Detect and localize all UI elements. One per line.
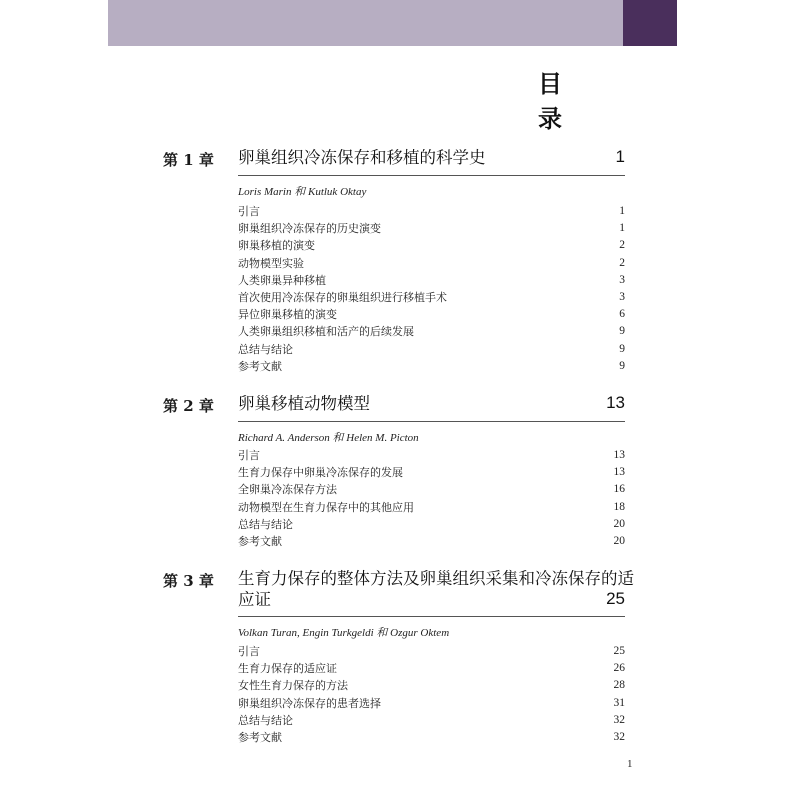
toc-entry[interactable] xyxy=(238,341,625,358)
toc-entry[interactable] xyxy=(238,237,625,254)
toc-entry[interactable] xyxy=(238,289,625,306)
toc-entry[interactable] xyxy=(238,255,625,272)
entry-page: 20 xyxy=(613,534,625,547)
entry-page: 1 xyxy=(619,205,625,217)
page-title: 目 录 xyxy=(538,70,580,133)
entry-title: 卵巢移植的演变 xyxy=(238,239,315,253)
toc-entry[interactable] xyxy=(238,712,625,729)
toc-entry[interactable] xyxy=(238,533,625,550)
chapter-entries xyxy=(238,203,625,375)
entry-page: 32 xyxy=(613,730,625,743)
entry-page: 32 xyxy=(613,713,625,726)
toc-entry[interactable] xyxy=(238,358,625,375)
toc-entry[interactable] xyxy=(238,677,625,694)
toc-entry[interactable] xyxy=(238,306,625,323)
entry-page: 31 xyxy=(613,696,625,709)
toc-entry[interactable] xyxy=(238,516,625,533)
entry-title: 参考文献 xyxy=(238,359,282,373)
entry-page: 28 xyxy=(613,679,625,692)
chapter-rule xyxy=(238,421,625,422)
entry-title: 总结与结论 xyxy=(238,517,293,531)
entry-title: 总结与结论 xyxy=(238,342,293,356)
entry-title: 动物模型实验 xyxy=(238,256,304,270)
toc-entry[interactable] xyxy=(238,499,625,516)
chapter-page-number: 1 xyxy=(615,147,625,166)
entry-title: 异位卵巢移植的演变 xyxy=(238,308,337,322)
toc-entry[interactable] xyxy=(238,447,625,464)
toc-entry[interactable] xyxy=(238,695,625,712)
entry-page: 26 xyxy=(613,662,625,675)
toc-entry[interactable] xyxy=(238,729,625,746)
chapter-title[interactable]: 卵巢移植动物模型 xyxy=(238,394,370,413)
entry-title: 引言 xyxy=(238,449,260,462)
entry-title: 生育力保存的适应证 xyxy=(238,662,337,676)
entry-title: 总结与结论 xyxy=(238,713,293,727)
footer-page-number: 1 xyxy=(627,758,633,770)
chapter-page-number: 25 xyxy=(606,589,625,608)
entry-page: 3 xyxy=(619,290,625,303)
entry-title: 动物模型在生育力保存中的其他应用 xyxy=(238,500,414,514)
chapter-rule xyxy=(238,175,625,176)
entry-title: 首次使用冷冻保存的卵巢组织进行移植手术 xyxy=(238,290,447,304)
entry-title: 人类卵巢异种移植 xyxy=(238,273,326,287)
entry-page: 6 xyxy=(619,308,625,321)
entry-page: 9 xyxy=(619,359,625,372)
entry-page: 13 xyxy=(613,466,625,479)
chapter-number: 第 1 章 xyxy=(163,151,214,169)
toc-entry[interactable] xyxy=(238,643,625,660)
entry-title: 卵巢组织冷冻保存的历史演变 xyxy=(238,222,381,236)
entry-page: 20 xyxy=(613,517,625,530)
entry-page: 2 xyxy=(619,256,625,269)
chapter-authors: Loris Marin 和 Kutluk Oktay xyxy=(238,186,367,198)
entry-page: 25 xyxy=(613,645,625,657)
entry-page: 9 xyxy=(619,342,625,355)
entry-page: 1 xyxy=(619,222,625,235)
chapter-title[interactable]: 生育力保存的整体方法及卵巢组织采集和冷冻保存的适应证 xyxy=(238,569,634,609)
chapter-authors: Volkan Turan, Engin Turkgeldi 和 Ozgur Oktem xyxy=(238,627,450,639)
chapter-authors: Richard A. Anderson 和 Helen M. Picton xyxy=(238,432,419,444)
entry-title: 参考文献 xyxy=(238,730,282,744)
entry-title: 女性生育力保存的方法 xyxy=(238,679,348,693)
entry-title: 引言 xyxy=(238,205,260,218)
entry-page: 18 xyxy=(613,500,625,513)
entry-page: 3 xyxy=(619,273,625,286)
entry-page: 13 xyxy=(613,449,625,461)
toc-entry[interactable] xyxy=(238,203,625,220)
chapter-entries xyxy=(238,643,625,746)
toc-entry[interactable] xyxy=(238,220,625,237)
entry-page: 2 xyxy=(619,239,625,252)
entry-title: 参考文献 xyxy=(238,534,282,548)
header-band xyxy=(108,0,623,46)
header-corner-block xyxy=(623,0,677,46)
chapter-number: 第 2 章 xyxy=(163,397,214,415)
toc-entry[interactable] xyxy=(238,272,625,289)
chapter-number: 第 3 章 xyxy=(163,572,214,590)
toc-entry[interactable] xyxy=(238,481,625,498)
toc-entry[interactable] xyxy=(238,660,625,677)
chapter-rule xyxy=(238,616,625,617)
toc-entry[interactable] xyxy=(238,323,625,340)
chapter-page-number: 13 xyxy=(606,393,625,412)
chapter-title[interactable]: 卵巢组织冷冻保存和移植的科学史 xyxy=(238,148,486,167)
entry-title: 生育力保存中卵巢冷冻保存的发展 xyxy=(238,466,403,480)
entry-page: 9 xyxy=(619,325,625,338)
entry-page: 16 xyxy=(613,483,625,496)
entry-title: 引言 xyxy=(238,645,260,658)
entry-title: 卵巢组织冷冻保存的患者选择 xyxy=(238,696,381,710)
chapter-entries xyxy=(238,447,625,550)
toc-entry[interactable] xyxy=(238,464,625,481)
entry-title: 人类卵巢组织移植和活产的后续发展 xyxy=(238,325,414,339)
entry-title: 全卵巢冷冻保存方法 xyxy=(238,483,337,497)
